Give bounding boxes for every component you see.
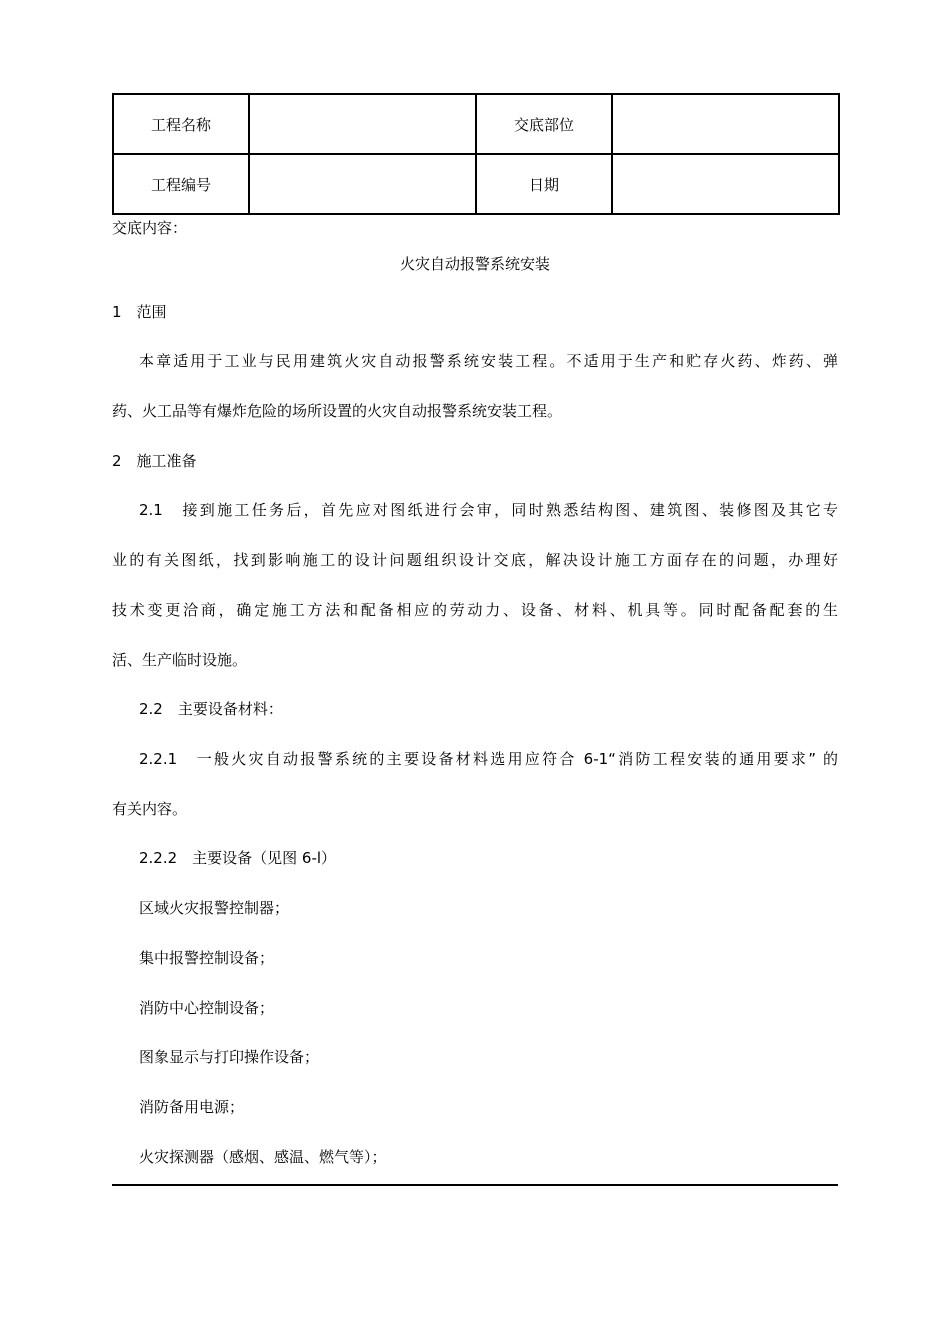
date-value[interactable] — [612, 154, 839, 214]
project-no-value[interactable] — [249, 154, 476, 214]
table-row — [113, 154, 839, 214]
handover-part-label: 交底部位 — [476, 94, 612, 154]
section-1-heading: 1 范围 — [112, 303, 167, 321]
section-1-paragraph-line: 药、火工品等有爆炸危险的场所设置的火灾自动报警系统安装工程。 — [112, 402, 563, 420]
section-2-1-line: 技术变更洽商，确定施工方法和配备相应的劳动力、设备、材料、机具等。同时配备配套的生 — [112, 601, 838, 619]
equipment-list-item: 图象显示与打印操作设备； — [139, 1048, 320, 1066]
equipment-list-item: 消防备用电源； — [139, 1098, 245, 1116]
footer-rule — [112, 1184, 838, 1186]
equipment-list-item: 火灾探测器（感烟、感温、燃气等）； — [139, 1148, 387, 1166]
project-no-label: 工程编号 — [113, 154, 249, 214]
section-2-1-line: 业的有关图纸，找到影响施工的设计问题组织设计交底，解决设计施工方面存在的问题，办理好 — [112, 551, 838, 569]
date-label: 日期 — [476, 154, 612, 214]
section-2-2-2-heading: 2.2.2 主要设备（见图 6-l） — [139, 849, 337, 867]
section-2-2-1-line: 有关内容。 — [112, 800, 188, 818]
project-info-table — [112, 93, 840, 215]
project-name-value[interactable] — [249, 94, 476, 154]
section-2-2-1-line: 2.2.1 一般火灾自动报警系统的主要设备材料选用应符合 6-1“消防工程安装的通用要求” 的 — [139, 750, 838, 768]
section-2-heading: 2 施工准备 — [112, 452, 197, 470]
table-row — [113, 94, 839, 154]
section-2-2-heading: 2.2 主要设备材料： — [139, 700, 283, 718]
section-1-paragraph-line: 本章适用于工业与民用建筑火灾自动报警系统安装工程。不适用于生产和贮存火药、炸药、弹 — [139, 352, 838, 370]
content-label: 交底内容： — [112, 219, 188, 237]
section-2-1-line: 活、生产临时设施。 — [112, 651, 248, 669]
handover-part-value[interactable] — [612, 94, 839, 154]
project-name-label: 工程名称 — [113, 94, 249, 154]
equipment-list-item: 集中报警控制设备； — [139, 949, 275, 967]
document-title: 火灾自动报警系统安装 — [399, 255, 550, 273]
equipment-list-item: 区域火灾报警控制器； — [139, 899, 290, 917]
section-2-1-line: 2.1 接到施工任务后，首先应对图纸进行会审，同时熟悉结构图、建筑图、装修图及其它专 — [139, 501, 838, 519]
equipment-list-item: 消防中心控制设备； — [139, 999, 275, 1017]
